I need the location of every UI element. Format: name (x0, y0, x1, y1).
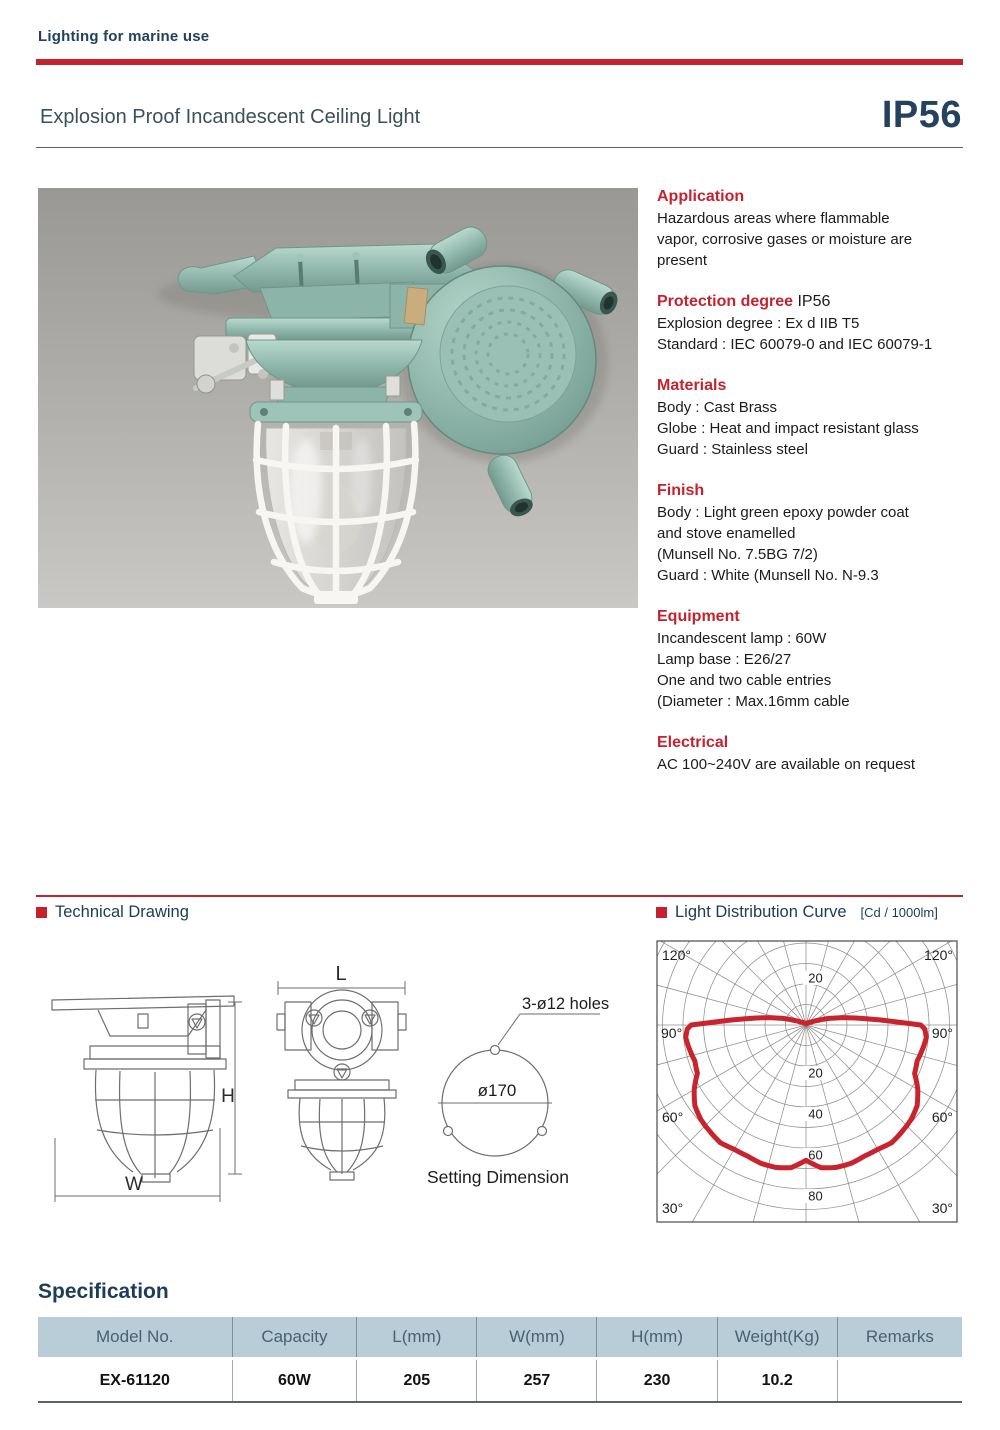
technical-drawing (38, 938, 618, 1243)
info-text-line: (Munsell No. 7.5BG 7/2) (657, 546, 818, 563)
heading-suffix: IP56 (793, 293, 831, 310)
info-section-heading: Finish (657, 482, 705, 499)
radius-tick-label: 60 (808, 1147, 823, 1163)
angle-label: 60° (662, 1109, 684, 1125)
angle-label: 30° (662, 1200, 684, 1216)
info-section-heading: Protection degree IP56 (657, 293, 831, 310)
info-text-line: Guard : Stainless steel (657, 441, 808, 458)
angle-label: 60° (931, 1109, 953, 1125)
info-text-line: AC 100~240V are available on request (657, 756, 916, 773)
info-section (657, 186, 969, 271)
info-section (657, 732, 969, 775)
spec-table-cell: 230 (597, 1359, 717, 1403)
technical-drawing-header (36, 903, 189, 922)
red-rule-top (36, 59, 963, 65)
lamp-housing (246, 340, 422, 422)
info-section-heading: Materials (657, 377, 727, 394)
spec-table-cell: 10.2 (717, 1359, 837, 1403)
info-section (657, 291, 969, 355)
info-section (657, 375, 969, 460)
product-photo-illustration (38, 188, 638, 608)
info-text-line: Incandescent lamp : 60W (657, 630, 827, 647)
ip-rating: IP56 (881, 94, 962, 136)
red-square-bullet (656, 907, 667, 918)
info-section-heading: Equipment (657, 608, 740, 625)
radius-tick-label: 40 (808, 1106, 823, 1122)
info-text-line: (Diameter : Max.16mm cable (657, 693, 850, 710)
angle-label: 90° (931, 1025, 953, 1041)
info-section (657, 480, 969, 586)
angle-label: 90° (661, 1025, 683, 1041)
info-text-line: Guard : White (Munsell No. N-9.3 (657, 567, 879, 584)
info-text-line: Standard : IEC 60079-0 and IEC 60079-1 (657, 336, 933, 353)
specification-title: Specification (38, 1280, 169, 1303)
red-square-bullet (36, 907, 47, 918)
specification-table (38, 1317, 962, 1403)
spec-table-cell (837, 1359, 962, 1403)
light-curve-units: [Cd / 1000lm] (860, 905, 938, 920)
product-photo (38, 188, 638, 608)
info-text-line: One and two cable entries (657, 672, 832, 689)
dim-label-l: L (335, 963, 347, 985)
spec-column-header: W(mm) (477, 1317, 597, 1359)
spec-column-header: Capacity (232, 1317, 357, 1359)
spec-table-row (38, 1359, 962, 1403)
light-curve-title: Light Distribution Curve (675, 903, 847, 921)
spec-table-cell: EX-61120 (38, 1359, 232, 1403)
spec-column-header: Remarks (837, 1317, 962, 1359)
setting-dimension-caption: Setting Dimension (426, 1167, 570, 1187)
light-distribution-chart (656, 940, 958, 1223)
info-text-line: and stove enamelled (657, 525, 796, 542)
page-eyebrow: Lighting for marine use (38, 28, 210, 45)
setting-dimension-drawing (438, 1014, 600, 1156)
info-text-line: vapor, corrosive gases or moisture are (657, 231, 913, 248)
spec-column-header: L(mm) (357, 1317, 477, 1359)
dim-label-w: W (125, 1174, 143, 1195)
info-section-heading: Electrical (657, 734, 729, 751)
title-underline (36, 147, 963, 148)
product-info-column (657, 186, 969, 795)
spec-column-header: Model No. (38, 1317, 232, 1359)
radius-tick-label: 20 (808, 1065, 823, 1081)
technical-drawing-title: Technical Drawing (55, 903, 189, 921)
info-text-line: Explosion degree : Ex d IIB T5 (657, 315, 860, 332)
spec-table-cell: 257 (477, 1359, 597, 1403)
angle-label: 120° (924, 947, 953, 963)
dim-label-h: H (221, 1086, 235, 1107)
info-text-line: present (657, 252, 708, 269)
holes-label: 3-ø12 holes (522, 995, 610, 1013)
red-rule-middle (36, 895, 963, 897)
radius-tick-label: 20 (808, 970, 823, 986)
angle-label: 120° (662, 947, 691, 963)
diameter-label: ø170 (477, 1081, 517, 1100)
label-tag (404, 287, 428, 325)
info-text-line: Body : Cast Brass (657, 399, 778, 416)
spec-table-cell: 60W (232, 1359, 357, 1403)
angle-label: 30° (931, 1200, 953, 1216)
info-text-line: Lamp base : E26/27 (657, 651, 792, 668)
spec-column-header: Weight(Kg) (717, 1317, 837, 1359)
info-section (657, 606, 969, 712)
cage-foot (314, 591, 358, 604)
info-text-line: Globe : Heat and impact resistant glass (657, 420, 919, 437)
info-section-heading: Application (657, 188, 745, 205)
page-title: Explosion Proof Incandescent Ceiling Light (40, 106, 421, 128)
info-text-line: Hazardous areas where flammable (657, 210, 890, 227)
light-curve-header (656, 903, 938, 922)
polar-chart-svg (656, 940, 958, 1223)
front-view-drawing (277, 981, 406, 1180)
side-view-drawing (52, 996, 234, 1182)
spec-column-header: H(mm) (597, 1317, 717, 1359)
info-text-line: Body : Light green epoxy powder coat (657, 504, 909, 521)
radius-tick-label: 80 (808, 1188, 823, 1204)
spec-table-cell: 205 (357, 1359, 477, 1403)
